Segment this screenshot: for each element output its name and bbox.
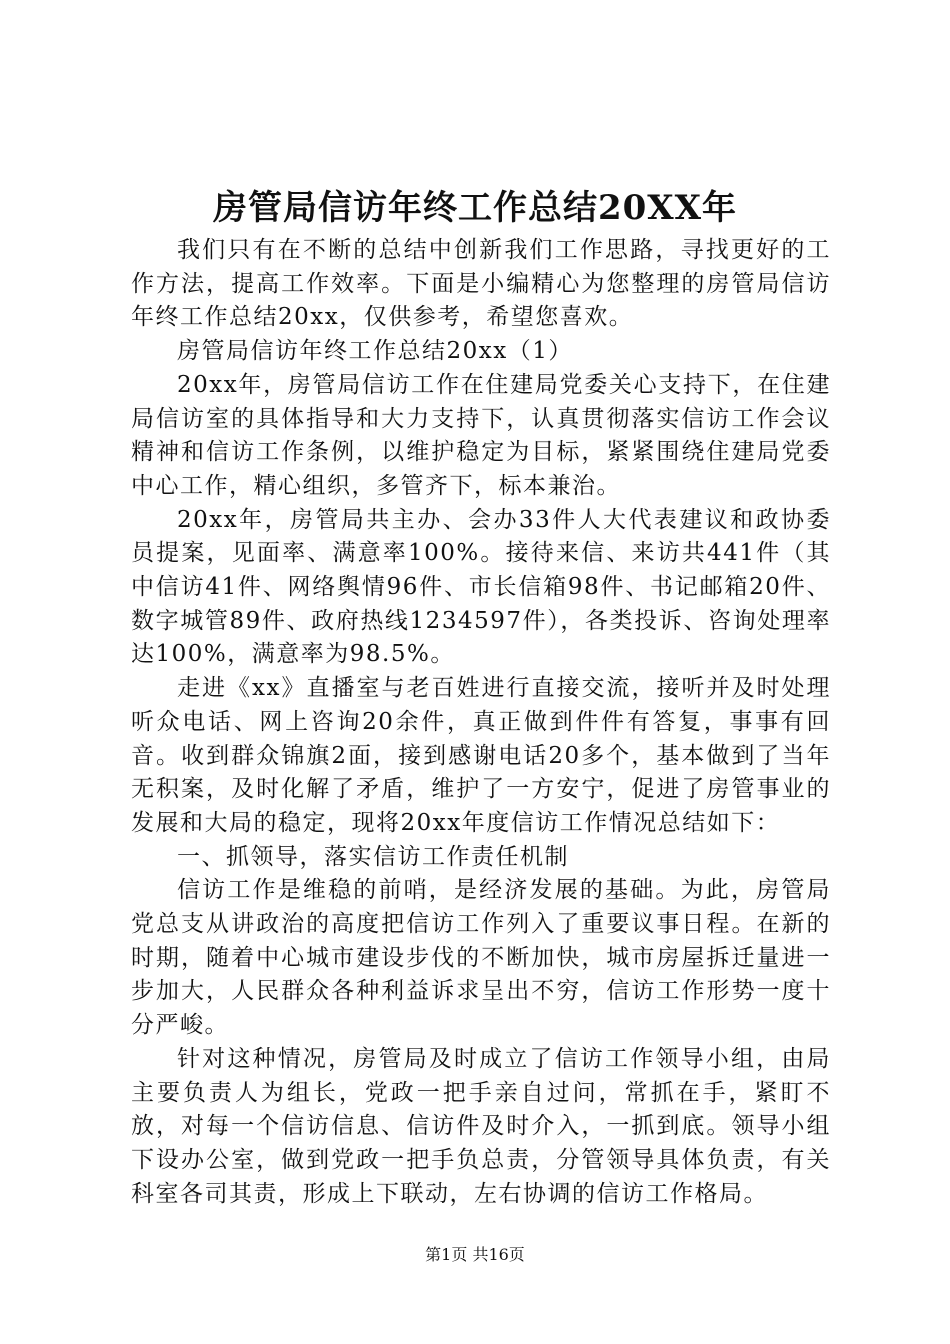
paragraph-importance: 信访工作是维稳的前哨，是经济发展的基础。为此，房管局党总支从讲政治的高度把信访工作列入了重要议事日程。在新的时期，随着中心城市建设步伐的不断加快，城市房屋拆迁量进一步加大，人民群众各种利益诉求呈出不穷，信访工作形势一度十分严峻。: [131, 877, 831, 1039]
paragraph-leadership-group: 针对这种情况，房管局及时成立了信访工作领导小组，由局主要负责人为组长，党政一把手亲自过问，常抓在手，紧盯不放，对每一个信访信息、信访件及时介入，一抓到底。领导小组下设办公室，做到党政一把手负总责，分管领导具体负责，有关科室各司其责，形成上下联动，左右协调的信访工作格局。: [131, 1045, 831, 1207]
paragraph-overview: 20xx年，房管局信访工作在住建局党委关心支持下，在住建局信访室的具体指导和大力支持下，认真贯彻落实信访工作会议精神和信访工作条例，以维护稳定为目标，紧紧围绕住建局党委中心工作，精心组织，多管齐下，标本兼治。: [131, 371, 831, 499]
section-heading-1: 一、抓领导，落实信访工作责任机制: [177, 843, 569, 870]
document-title: 房管局信访年终工作总结20XX年: [212, 188, 738, 228]
paragraph-statistics: 20xx年，房管局共主办、会办33件人大代表建议和政协委员提案，见面率、满意率100%。接待来信、来访共441件（其中信访41件、网络舆情96件、市长信箱98件、书记邮箱20件、数字城管89件、政府热线1234597件），各类投诉、咨询处理率达100%，满意率为98.5%。: [131, 506, 831, 668]
page-footer: 第1页 共16页: [425, 1245, 525, 1264]
paragraph-intro: 我们只有在不断的总结中创新我们工作思路，寻找更好的工作方法，提高工作效率。下面是小编精心为您整理的房管局信访年终工作总结20xx，仅供参考，希望您喜欢。: [131, 237, 831, 331]
paragraph-subtitle: 房管局信访年终工作总结20xx（1）: [177, 338, 573, 365]
paragraph-radio-program: 走进《xx》直播室与老百姓进行直接交流，接听并及时处理听众电话、网上咨询20余件，真正做到件件有答复，事事有回音。收到群众锦旗2面，接到感谢电话20多个，基本做到了当年无积案，及时化解了矛盾，维护了一方安宁，促进了房管事业的发展和大局的稳定，现将20xx年度信访工作情况总结如下：: [131, 675, 831, 836]
document-body: [131, 234, 831, 1211]
